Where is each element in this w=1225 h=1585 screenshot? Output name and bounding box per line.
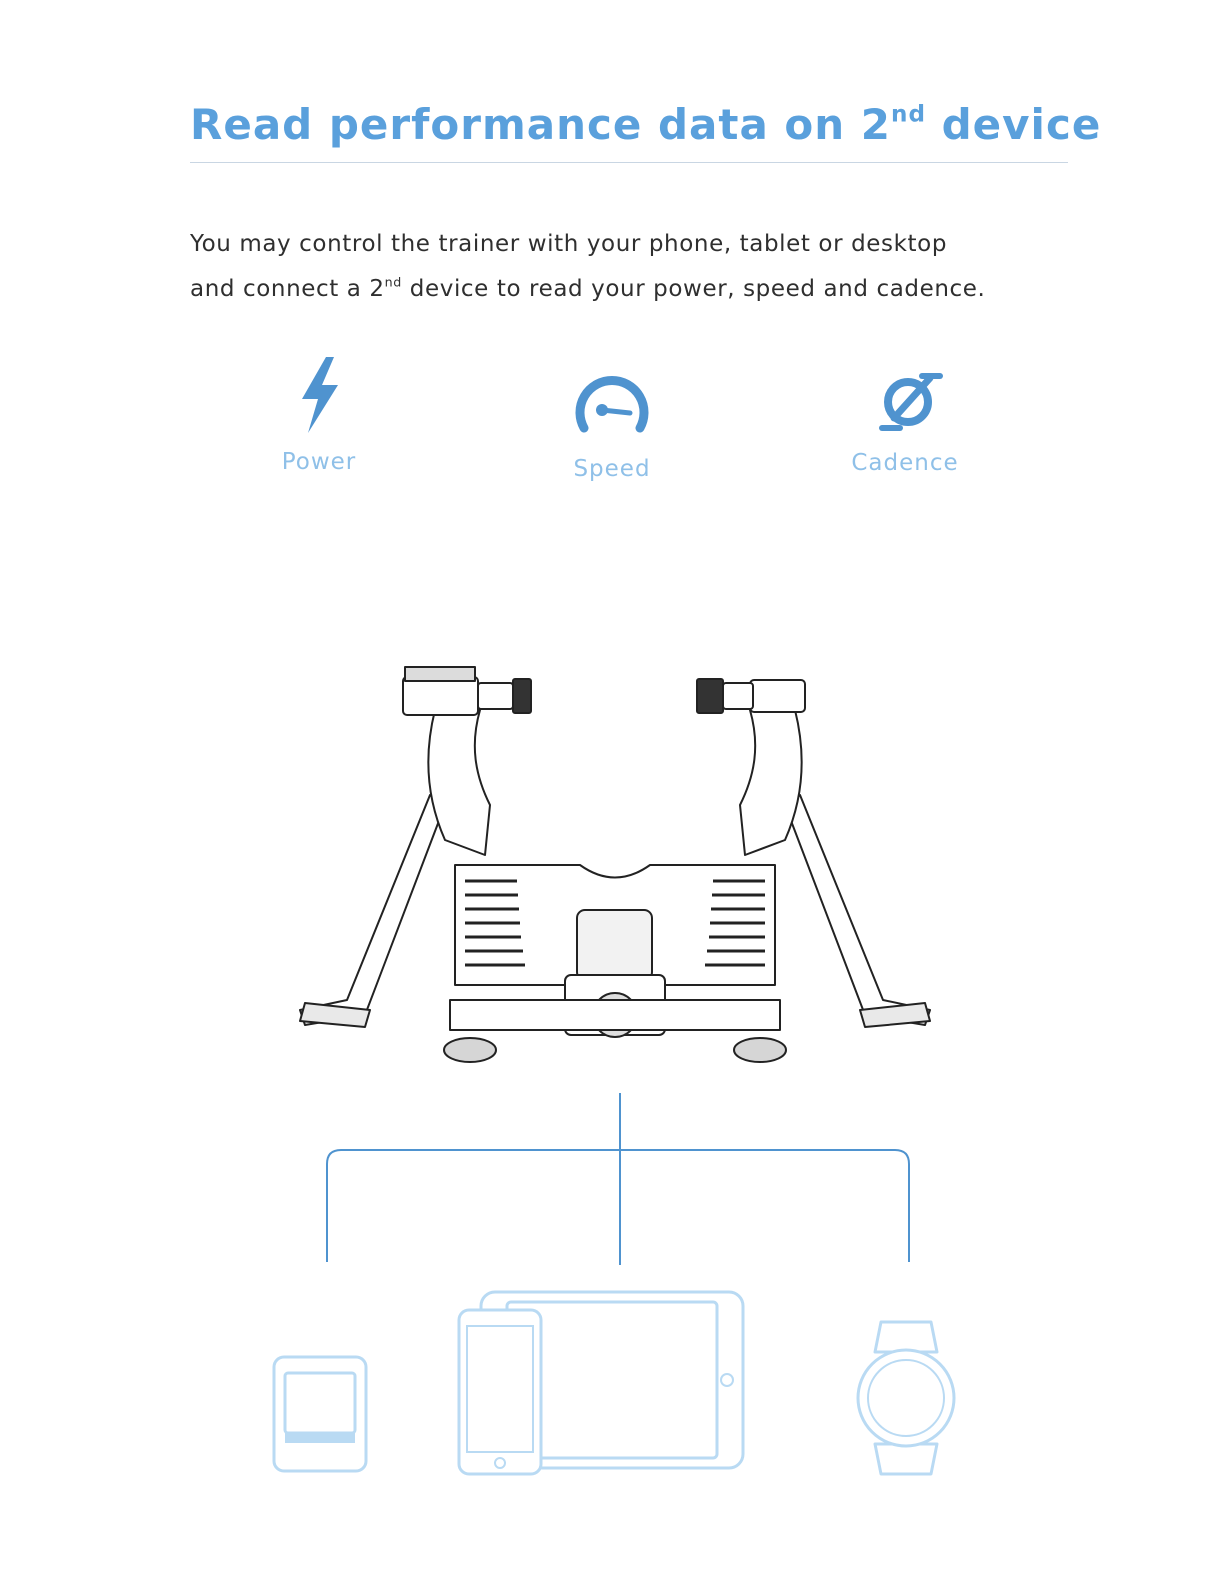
intro-paragraph (190, 222, 1090, 312)
speedometer-icon (570, 368, 654, 434)
metric-label-speed: Speed (573, 456, 651, 482)
title-divider (190, 162, 1068, 163)
crank-pedal-icon (860, 370, 950, 434)
metric-speed (522, 368, 702, 482)
smart-trainer-illustration (285, 655, 945, 1075)
lightning-bolt-icon (294, 355, 344, 435)
phone-and-tablet-icon (455, 1288, 747, 1478)
metric-cadence (815, 370, 995, 476)
bike-computer-icon (270, 1353, 370, 1475)
intro-line-2: and connect a 2nd device to read your power, speed and cadence. (190, 274, 986, 302)
page-title: Read performance data on 2nd device (190, 100, 1102, 149)
metric-label-cadence: Cadence (851, 450, 959, 476)
intro-line-1: You may control the trainer with your phone, tablet or desktop (190, 231, 948, 257)
metric-label-power: Power (281, 449, 357, 475)
metric-power (229, 355, 409, 475)
smartwatch-icon (853, 1318, 959, 1478)
